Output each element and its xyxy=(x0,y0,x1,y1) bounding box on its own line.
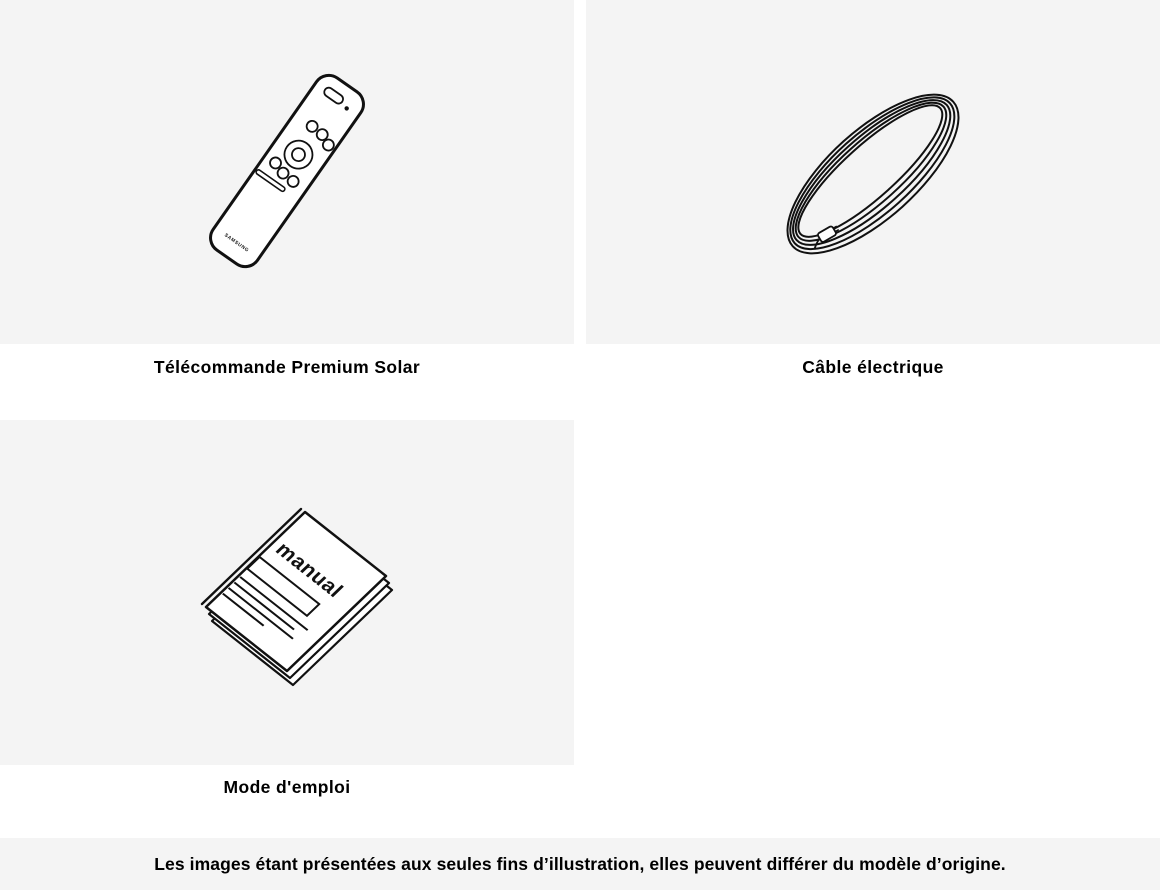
accessory-card-manual xyxy=(0,420,574,838)
remote-brand-label: SAMSUNG xyxy=(223,233,250,254)
remote-body-group xyxy=(205,70,370,273)
accessory-image-panel xyxy=(0,0,574,344)
accessory-image-panel xyxy=(586,0,1160,344)
accessory-label: Télécommande Premium Solar xyxy=(153,357,421,377)
manual-book-group xyxy=(202,509,392,685)
user-manual-illustration xyxy=(0,420,574,765)
empty-grid-cell xyxy=(586,420,1160,838)
manual-cover-title: manual xyxy=(270,538,348,602)
cable-loop xyxy=(773,79,970,266)
remote-control-illustration xyxy=(0,0,574,344)
accessory-image-panel xyxy=(0,420,574,765)
accessory-label: Mode d'emploi xyxy=(223,777,351,797)
cable-loop xyxy=(763,69,982,279)
cable-loop xyxy=(783,89,958,253)
power-cable-illustration xyxy=(586,0,1160,344)
disclaimer-text: Les images étant présentées aux seules fins d’illustration, elles peuvent différer du modèle d’origine. xyxy=(154,853,1006,874)
accessory-card-remote xyxy=(0,0,574,420)
accessory-label: Câble électrique xyxy=(802,357,944,377)
disclaimer-bar xyxy=(0,838,1160,890)
accessory-card-cable xyxy=(586,0,1160,420)
cable-coil-group xyxy=(763,69,982,279)
